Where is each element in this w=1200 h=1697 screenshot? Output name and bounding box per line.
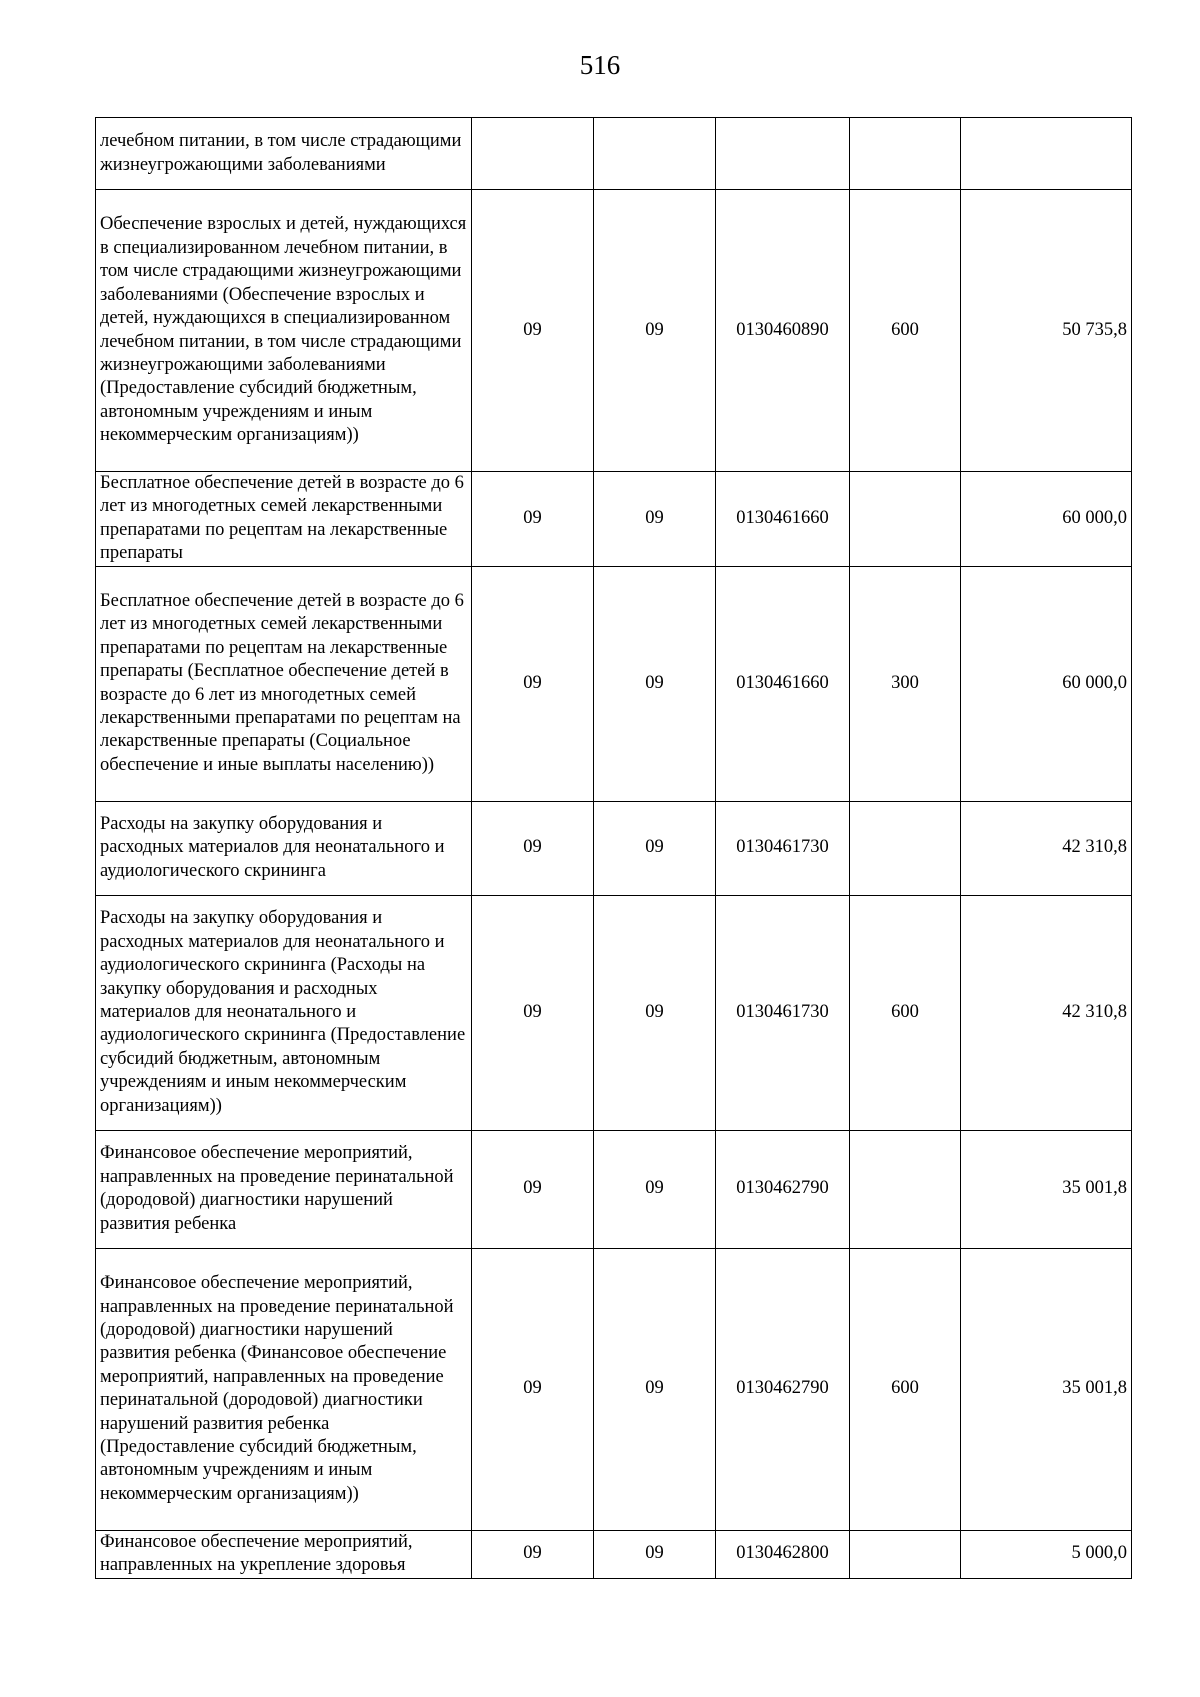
row-target-article-code: 0130462800 [716,1530,850,1578]
row-description: Обеспечение взрослых и детей, нуждающихся в специализированном лечебном питании, в том числе страдающими жизнеугрожающими заболеваниями (Обеспечение взрослых и детей, нуждающихся в специализированном лечебном питании, в том числе страдающими жизнеугрожающими заболеваниями (Предоставление субсидий бюджетным, автономным учреждениям и иным некоммерческим организациям)) [96,190,472,472]
row-amount: 5 000,0 [961,1530,1132,1578]
row-description: Расходы на закупку оборудования и расходных материалов для неонатального и аудиологического скрининга [96,801,472,895]
row-expense-type-code [850,472,961,567]
row-subsection-code: 09 [594,801,716,895]
row-section-code: 09 [472,566,594,801]
row-subsection-code: 09 [594,190,716,472]
row-subsection-code: 09 [594,472,716,567]
row-target-article-code: 0130461730 [716,801,850,895]
row-expense-type-code [850,1530,961,1578]
row-amount: 60 000,0 [961,472,1132,567]
table-row [96,895,1132,1130]
row-subsection-code [594,118,716,190]
row-expense-type-code [850,118,961,190]
row-expense-type-code: 600 [850,190,961,472]
table-row [96,1130,1132,1248]
row-description: Финансовое обеспечение мероприятий, направленных на проведение перинатальной (дородовой) диагностики нарушений развития ребенка (Финансовое обеспечение мероприятий, направленных на проведение перинатальной (дородовой) диагностики нарушений развития ребенка (Предоставление субсидий бюджетным, автономным учреждениям и иным некоммерческим организациям)) [96,1248,472,1530]
table-row [96,566,1132,801]
row-section-code: 09 [472,190,594,472]
table-row [96,190,1132,472]
row-expense-type-code: 600 [850,895,961,1130]
row-subsection-code: 09 [594,1248,716,1530]
row-amount: 50 735,8 [961,190,1132,472]
row-amount: 35 001,8 [961,1248,1132,1530]
row-section-code: 09 [472,1248,594,1530]
budget-table [95,117,1132,1579]
row-expense-type-code [850,801,961,895]
row-amount: 35 001,8 [961,1130,1132,1248]
table-row [96,1248,1132,1530]
row-target-article-code: 0130462790 [716,1130,850,1248]
row-description: Расходы на закупку оборудования и расходных материалов для неонатального и аудиологического скрининга (Расходы на закупку оборудования и расходных материалов для неонатального и аудиологического скрининга (Предоставление субсидий бюджетным, автономным учреждениям и иным некоммерческим организациям)) [96,895,472,1130]
row-section-code [472,118,594,190]
row-description: Бесплатное обеспечение детей в возрасте до 6 лет из многодетных семей лекарственными препаратами по рецептам на лекарственные препараты (Бесплатное обеспечение детей в возрасте до 6 лет из многодетных семей лекарственными препаратами по рецептам на лекарственные препараты (Социальное обеспечение и иные выплаты населению)) [96,566,472,801]
row-target-article-code: 0130461660 [716,566,850,801]
row-section-code: 09 [472,1530,594,1578]
row-subsection-code: 09 [594,1130,716,1248]
row-target-article-code: 0130460890 [716,190,850,472]
row-section-code: 09 [472,472,594,567]
row-description: лечебном питании, в том числе страдающими жизнеугрожающими заболеваниями [96,118,472,190]
row-subsection-code: 09 [594,566,716,801]
table-row [96,1530,1132,1578]
table-row [96,118,1132,190]
row-subsection-code: 09 [594,1530,716,1578]
row-section-code: 09 [472,1130,594,1248]
row-amount: 42 310,8 [961,801,1132,895]
row-description: Финансовое обеспечение мероприятий, направленных на проведение перинатальной (дородовой) диагностики нарушений развития ребенка [96,1130,472,1248]
row-section-code: 09 [472,895,594,1130]
row-expense-type-code: 600 [850,1248,961,1530]
row-amount [961,118,1132,190]
row-target-article-code: 0130461660 [716,472,850,567]
row-expense-type-code: 300 [850,566,961,801]
row-target-article-code: 0130462790 [716,1248,850,1530]
row-subsection-code: 09 [594,895,716,1130]
page-number: 516 [579,50,621,80]
row-target-article-code: 0130461730 [716,895,850,1130]
row-amount: 60 000,0 [961,566,1132,801]
row-description: Финансовое обеспечение мероприятий, направленных на укрепление здоровья [96,1530,472,1578]
row-expense-type-code [850,1130,961,1248]
table-row [96,472,1132,567]
row-section-code: 09 [472,801,594,895]
row-amount: 42 310,8 [961,895,1132,1130]
table-row [96,801,1132,895]
row-description: Бесплатное обеспечение детей в возрасте до 6 лет из многодетных семей лекарственными препаратами по рецептам на лекарственные препараты [96,472,472,567]
row-target-article-code [716,118,850,190]
